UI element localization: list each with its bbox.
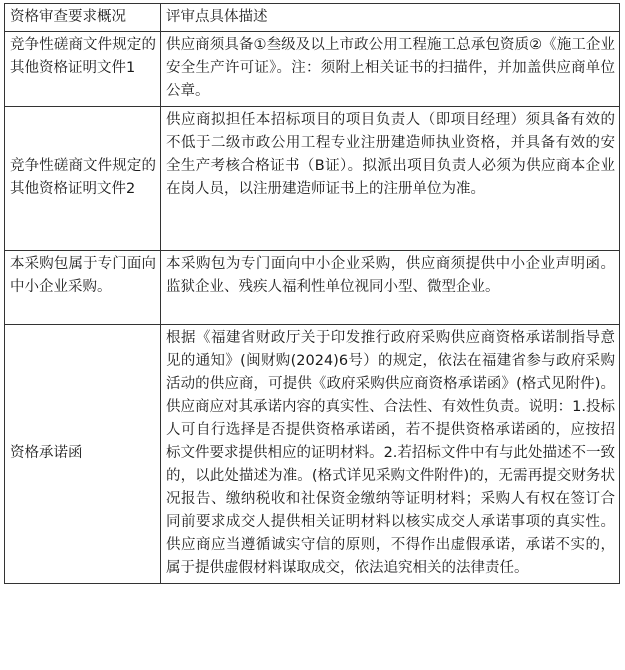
table-row bbox=[5, 32, 620, 107]
header-description: 评审点具体描述 bbox=[161, 4, 620, 32]
table-row bbox=[5, 251, 620, 325]
table-header-row bbox=[5, 4, 620, 32]
table-row bbox=[5, 325, 620, 584]
requirement-cell: 本采购包属于专门面向中小企业采购。 bbox=[5, 251, 161, 325]
requirement-cell: 竞争性磋商文件规定的其他资格证明文件2 bbox=[5, 107, 161, 251]
description-cell: 根据《福建省财政厅关于印发推行政府采购供应商资格承诺制指导意见的通知》(闽财购(2024)6号）的规定，依法在福建省参与政府采购活动的供应商，可提供《政府采购供应商资格承诺函》(格式见附件)。供应商应对其承诺内容的真实性、合法性、有效性负责。说明：1.投标人可自行选择是否提供资格承诺函，若不提供资格承诺函的，应按招标文件要求提供相应的证明材料。2.若招标文件中有与此处描述不一致的，以此处描述为准。(格式详见采购文件附件)的，无需再提交财务状况报告、缴纳税收和社保资金缴纳等证明材料；采购人有权在签订合同前要求成交人提供相关证明材料以核实成交人承诺事项的真实性。供应商应当遵循诚实守信的原则，不得作出虚假承诺，承诺不实的，属于提供虚假材料谋取成交，依法追究相关的法律责任。 bbox=[161, 325, 620, 584]
table-row bbox=[5, 107, 620, 251]
description-cell: 供应商拟担任本招标项目的项目负责人（即项目经理）须具备有效的不低于二级市政公用工程专业注册建造师执业资格，并具备有效的安全生产考核合格证书（B证）。拟派出项目负责人必须为供应商本企业在岗人员，以注册建造师证书上的注册单位为准。 bbox=[161, 107, 620, 251]
description-cell: 本采购包为专门面向中小企业采购，供应商须提供中小企业声明函。监狱企业、残疾人福利性单位视同小型、微型企业。 bbox=[161, 251, 620, 325]
header-requirement: 资格审查要求概况 bbox=[5, 4, 161, 32]
requirement-cell: 资格承诺函 bbox=[5, 325, 161, 584]
requirement-cell: 竞争性磋商文件规定的其他资格证明文件1 bbox=[5, 32, 161, 107]
description-cell: 供应商须具备①叁级及以上市政公用工程施工总承包资质②《施工企业安全生产许可证》。注：须附上相关证书的扫描件，并加盖供应商单位公章。 bbox=[161, 32, 620, 107]
qualification-review-table bbox=[4, 3, 620, 584]
